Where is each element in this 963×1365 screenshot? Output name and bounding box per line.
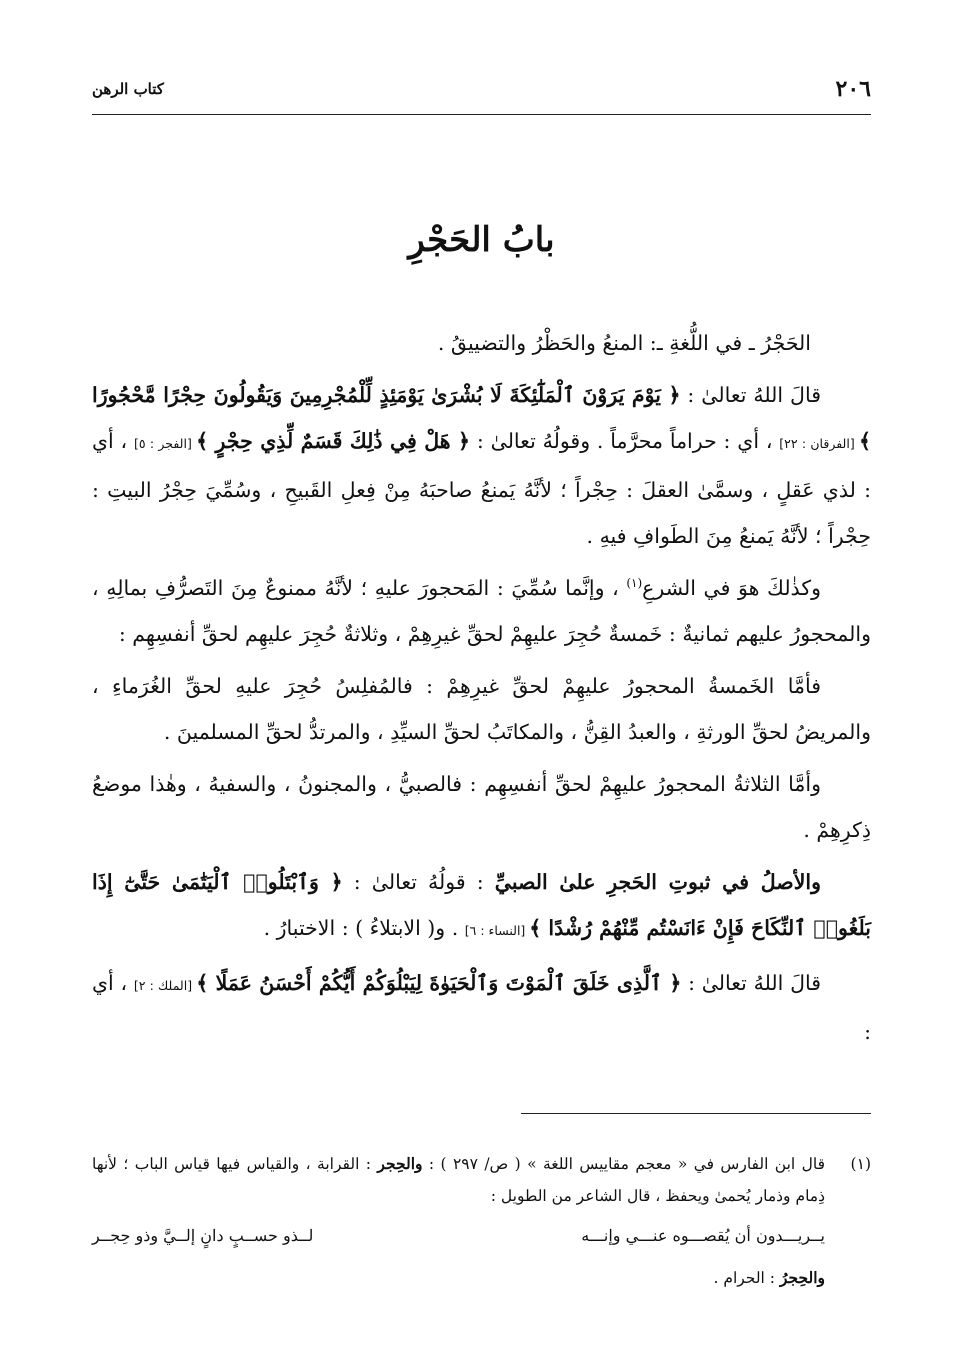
footnote-text (92, 1148, 825, 1212)
verse-reference: [الملك : ٢] (133, 978, 197, 993)
poetry-verse (92, 1220, 825, 1252)
running-head: كتاب الرهن (92, 80, 164, 98)
text-run: قال ابن الفارس في « معجم مقاييس اللغة » ( ص/ ٢٩٧ ) : (422, 1155, 826, 1173)
verse-second-half: لــذو حســبٍ دانٍ إلــيَّ وذو حِجــر (92, 1226, 314, 1245)
text-run: : القرابة ، والقياس فيها قياس الباب ؛ لأنها ذِمام وذمار يُحمىٰ ويحفظ ، قال الشاعر من الطويل : (92, 1155, 825, 1205)
paragraph-shari-definition (92, 565, 871, 657)
verse-first-half: يــريـــدون أن يُقصـــوه عنـــي وإنـــه (581, 1226, 825, 1245)
quran-verse-furqan: ﴿ يَوْمَ يَرَوْنَ ٱلْمَلَٰٓئِكَةَ لَا بُشْرَىٰ يَوْمَئِذٍ لِّلْمُجْرِمِينَ وَيَقُولُونَ حِجْرًا مَّحْجُورًا ﴾ (92, 383, 871, 453)
page-number: ٢٠٦ (835, 76, 871, 102)
verse-reference: [الفرقان : ٢٢] (779, 436, 859, 451)
text-run: وكذٰلكَ هوَ في الشرعِ (642, 576, 821, 600)
text-run: : الحرام . (713, 1269, 780, 1287)
footnote-marker[interactable]: (١) (626, 576, 643, 591)
chapter-title: بابُ الحَجْرِ (408, 220, 555, 260)
verse-reference: [النساء : ٦] (464, 923, 530, 938)
quran-verse-fajr: ﴿ هَلْ فِي ذَٰلِكَ قَسَمٌ لِّذِي حِجْرٍ ﴾ (196, 429, 471, 453)
text-run: ، أي : حراماً محرَّماً . وقولُهُ تعالىٰ : (470, 429, 780, 453)
page-header (92, 70, 871, 115)
verse-reference: [الفجر : ٥] (134, 436, 197, 451)
text-run: ، أي : لذي عَقلٍ ، وسمَّىٰ العقلَ : حِجْراً ؛ لأنَّهُ يَمنعُ صاحبَهُ مِنْ فِعلِ القَبيحِ ، وسُمِّيَ حِجْرُ البيتِ : حِجْراً ؛ لأنَّهُ يَمنعُ مِنَ الطَوافِ فيهِ . (92, 429, 871, 548)
paragraph-three-categories: وأمَّا الثلاثةُ المحجورُ عليهِمْ لحقِّ أنفسِهِم : فالصبيُّ ، والمجنونُ ، والسفيهُ ، وهٰذا موضعُ ذِكرِهِمْ . (92, 772, 871, 842)
text-run: قالَ اللهُ تعالىٰ : (681, 971, 822, 995)
quran-verse-nisa: ﴿ وَٱبْتَلُوا۟ ٱلْيَتَٰمَىٰ حَتَّىٰٓ إِذَا بَلَغُوا۟ ٱلنِّكَاحَ فَإِنْ ءَانَسْتُم مِّنْهُمْ رُشْدًا ﴾ (92, 870, 871, 940)
paragraph-mulk (92, 960, 871, 1055)
paragraph-quran-evidence (92, 372, 871, 559)
footnote-number: (١) (850, 1155, 871, 1173)
paragraph-origin (92, 859, 871, 954)
paragraph-definition: الحَجْرُ ـ في اللُّغةِ ـ: المنعُ والحَظْرُ والتضييقُ . (437, 331, 811, 355)
text-run: ، أي : (92, 971, 871, 1044)
footnote-closing (92, 1262, 825, 1294)
text-run: : قولُهُ تعالىٰ : (342, 870, 495, 894)
quran-verse-mulk: ﴿ ٱلَّذِى خَلَقَ ٱلْمَوْتَ وَٱلْحَيَوٰةَ لِيَبْلُوَكُمْ أَيُّكُمْ أَحْسَنُ عَمَلًا ﴾ (196, 971, 682, 995)
footnote-divider (521, 1113, 871, 1114)
main-text (92, 320, 871, 1061)
footnotes (92, 1148, 871, 1294)
bold-lead: والأصلُ في ثبوتِ الحَجرِ علىٰ الصبيِّ (494, 870, 821, 894)
footnote-term: والحِجرُ (779, 1268, 825, 1287)
footnote-term: والحِجر (377, 1154, 423, 1173)
text-run: قالَ اللهُ تعالىٰ : (680, 383, 821, 407)
paragraph-five-categories: فأمَّا الخَمسةُ المحجورُ عليهِمْ لحقِّ غيرِهِمْ : فالمُفلِسُ حُجِرَ عليهِ لحقِّ الغُرَماءِ ، والمريضُ لحقِّ الورثةِ ، والعبدُ القِنُّ ، والمكاتَبُ لحقِّ السيِّدِ ، والمرتدُّ لحقِّ المسلمينَ . (92, 674, 871, 744)
text-run: . و( الابتلاءُ ) : الاختبارُ . (263, 916, 465, 940)
text-run: ، وإنَّما سُمِّيَ : المَحجورَ عليهِ ؛ لأنَّهُ ممنوعٌ مِنَ التَصرُّفِ بمالِهِ ، والمحجورُ عليهم ثمانيةٌ : خَمسةٌ حُجِرَ عليهِمْ لحقِّ غيرِهِمْ ، وثلاثةٌ حُجِرَ عليهِم لحقِّ أنفسِهِم : (92, 576, 871, 646)
